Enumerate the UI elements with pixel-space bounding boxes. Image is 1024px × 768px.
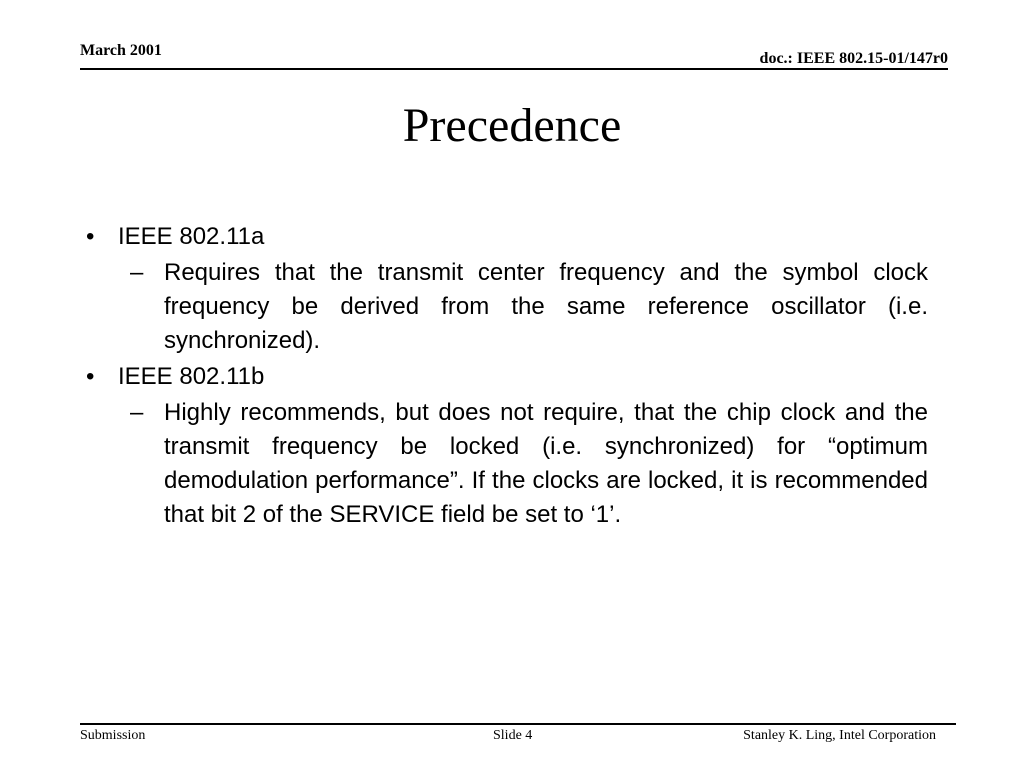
sub-bullet-mark: – — [130, 259, 144, 286]
header-doc-id: doc.: IEEE 802.15-01/147r0 — [759, 50, 948, 67]
footer-author: Stanley K. Ling, Intel Corporation — [743, 728, 936, 743]
sub-bullet-item — [130, 256, 928, 358]
bullet-mark: • — [86, 363, 95, 390]
bullet-mark: • — [86, 223, 95, 250]
slide-title: Precedence — [402, 99, 622, 152]
header-date: March 2001 — [80, 42, 162, 59]
sub-bullet-mark: – — [130, 399, 144, 426]
bullet-item — [80, 220, 928, 254]
sub-bullet-text: Requires that the transmit center frequency and the symbol clock frequency be derived from the same reference oscillator (i.e. synchronized). — [164, 259, 928, 354]
sub-bullet-item — [130, 396, 928, 532]
header-divider — [80, 68, 948, 70]
footer-divider — [80, 723, 956, 725]
slide-body — [80, 220, 928, 534]
footer-submission: Submission — [80, 728, 146, 743]
bullet-text: IEEE 802.11a — [118, 223, 265, 250]
bullet-item — [80, 360, 928, 394]
footer-slide-number: Slide 4 — [493, 728, 533, 743]
sub-bullet-text: Highly recommends, but does not require, that the chip clock and the transmit frequency be locked (i.e. synchronized) for “optimum demodulation performance”. If the clocks are locked, it is recommended that bit 2 of the SERVICE field be set to ‘1’. — [164, 399, 928, 528]
bullet-text: IEEE 802.11b — [118, 363, 265, 390]
